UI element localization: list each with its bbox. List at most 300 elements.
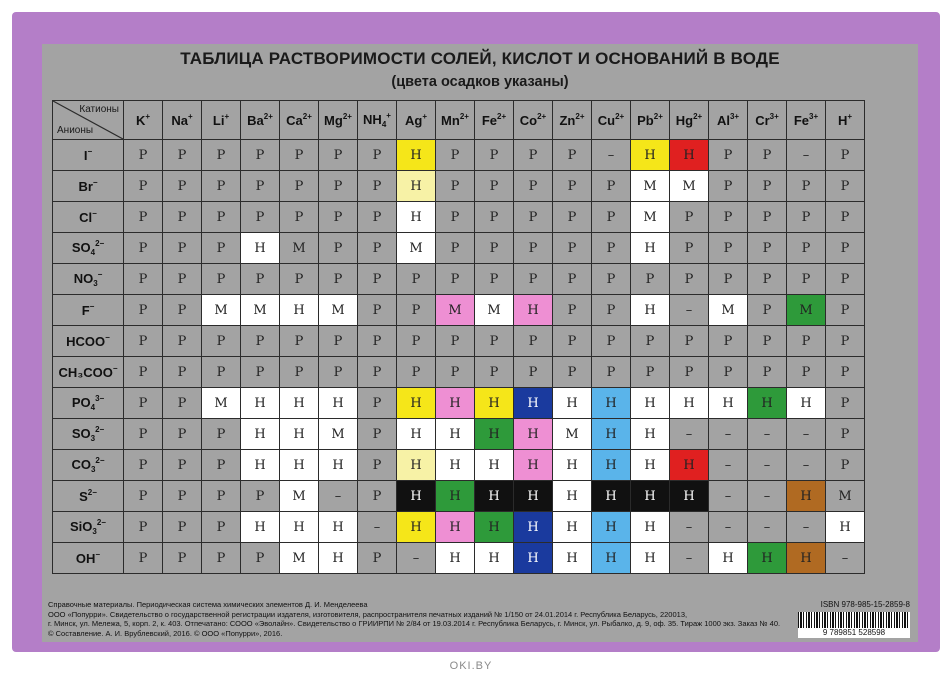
- solubility-cell: Р: [592, 264, 631, 295]
- solubility-cell: М: [787, 295, 826, 326]
- solubility-cell: Н: [280, 419, 319, 450]
- solubility-cell: Р: [436, 233, 475, 264]
- solubility-cell: Р: [124, 295, 163, 326]
- ion-symbol: NO: [73, 271, 94, 286]
- solubility-cell: Р: [202, 512, 241, 543]
- cation-header: [319, 101, 358, 140]
- solubility-cell: Р: [436, 357, 475, 388]
- solubility-cell: Р: [592, 171, 631, 202]
- solubility-cell: Н: [553, 512, 592, 543]
- solubility-cell: Н: [670, 481, 709, 512]
- cation-header: [787, 101, 826, 140]
- ion-symbol: HCOO: [66, 334, 106, 349]
- solubility-cell: Р: [124, 357, 163, 388]
- solubility-cell: Н: [592, 419, 631, 450]
- anion-header: [53, 357, 124, 388]
- solubility-cell: Н: [631, 419, 670, 450]
- solubility-cell: Н: [397, 388, 436, 419]
- cation-formula: [213, 113, 229, 128]
- solubility-cell: –: [787, 512, 826, 543]
- ion-charge: 3+: [729, 112, 740, 121]
- solubility-cell: Н: [787, 543, 826, 574]
- solubility-cell: Р: [592, 357, 631, 388]
- anion-row: [53, 233, 865, 264]
- ion-symbol: K: [135, 113, 146, 128]
- solubility-cell: Р: [124, 264, 163, 295]
- solubility-cell: М: [280, 481, 319, 512]
- solubility-cell: Н: [436, 481, 475, 512]
- ion-symbol: Ag: [404, 113, 423, 128]
- anion-header: [53, 326, 124, 357]
- ion-symbol: Ba: [247, 113, 264, 128]
- solubility-cell: Р: [202, 171, 241, 202]
- solubility-cell: М: [319, 419, 358, 450]
- solubility-cell: Н: [475, 450, 514, 481]
- solubility-cell: Р: [826, 295, 865, 326]
- cations-label: Катионы: [79, 104, 119, 115]
- ion-symbol: Co: [519, 113, 538, 128]
- solubility-cell: Р: [202, 543, 241, 574]
- solubility-cell: Н: [397, 419, 436, 450]
- cation-formula: [717, 113, 739, 128]
- solubility-cell: Н: [280, 388, 319, 419]
- solubility-cell: М: [319, 295, 358, 326]
- cation-header: [631, 101, 670, 140]
- solubility-cell: М: [631, 202, 670, 233]
- solubility-cell: –: [748, 450, 787, 481]
- solubility-cell: –: [670, 295, 709, 326]
- anion-row: [53, 419, 865, 450]
- cation-formula: [559, 113, 584, 128]
- solubility-cell: М: [475, 295, 514, 326]
- isbn-label: ISBN 978-985-15-2859-8: [820, 600, 910, 609]
- solubility-cell: Р: [553, 357, 592, 388]
- solubility-cell: Р: [436, 264, 475, 295]
- ion-charge: −: [92, 209, 97, 218]
- solubility-cell: Р: [826, 202, 865, 233]
- ion-charge: +: [224, 112, 230, 121]
- solubility-cell: –: [397, 543, 436, 574]
- solubility-cell: Р: [241, 140, 280, 171]
- anion-formula: [66, 334, 110, 349]
- solubility-cell: Н: [748, 388, 787, 419]
- solubility-cell: Н: [319, 543, 358, 574]
- ion-symbol: SiO: [70, 519, 93, 534]
- anion-formula: [72, 240, 104, 255]
- solubility-cell: Р: [241, 171, 280, 202]
- ion-charge: −: [105, 333, 110, 342]
- solubility-cell: Р: [124, 450, 163, 481]
- cation-formula: [755, 113, 779, 128]
- solubility-cell: Н: [514, 419, 553, 450]
- cation-formula: [171, 113, 192, 128]
- ion-charge: −: [95, 550, 101, 559]
- solubility-cell: Р: [709, 264, 748, 295]
- solubility-cell: Н: [475, 543, 514, 574]
- solubility-cell: Р: [241, 202, 280, 233]
- solubility-cell: Н: [319, 388, 358, 419]
- solubility-cell: Р: [163, 326, 202, 357]
- solubility-cell: Р: [163, 512, 202, 543]
- anion-row: [53, 357, 865, 388]
- solubility-cell: Р: [748, 140, 787, 171]
- solubility-cell: Р: [826, 450, 865, 481]
- solubility-cell: Р: [592, 326, 631, 357]
- solubility-cell: Р: [397, 295, 436, 326]
- solubility-cell: Н: [592, 512, 631, 543]
- solubility-cell: Р: [514, 140, 553, 171]
- solubility-cell: Р: [241, 543, 280, 574]
- solubility-cell: Н: [436, 450, 475, 481]
- solubility-cell: Р: [475, 140, 514, 171]
- solubility-cell: Р: [358, 481, 397, 512]
- ion-charge: +: [422, 112, 427, 121]
- solubility-cell: Р: [592, 202, 631, 233]
- anion-row: [53, 326, 865, 357]
- solubility-cell: Р: [592, 295, 631, 326]
- solubility-cell: Р: [826, 326, 865, 357]
- solubility-cell: Р: [514, 264, 553, 295]
- cation-formula: [676, 113, 702, 128]
- anion-formula: [74, 271, 103, 286]
- page-title: ТАБЛИЦА РАСТВОРИМОСТИ СОЛЕЙ, КИСЛОТ И ОСНОВАНИЙ В ВОДЕ: [180, 49, 780, 68]
- solubility-cell: Р: [397, 264, 436, 295]
- solubility-cell: Р: [631, 326, 670, 357]
- ion-charge: +: [145, 112, 151, 121]
- solubility-cell: Р: [358, 357, 397, 388]
- cation-header: [124, 101, 163, 140]
- ion-charge: 3+: [809, 112, 819, 121]
- solubility-cell: Р: [475, 264, 514, 295]
- barcode-number: 9 789851 528598: [798, 628, 910, 638]
- solubility-cell: Н: [631, 543, 670, 574]
- solubility-cell: Н: [436, 419, 475, 450]
- solubility-cell: –: [787, 419, 826, 450]
- ion-charge: +: [187, 112, 193, 121]
- footer-line: © Составление. А. И. Врублевский, 2016. © ООО «Попурри», 2016.: [48, 628, 283, 638]
- solubility-cell: Р: [436, 171, 475, 202]
- cation-header: [436, 101, 475, 140]
- solubility-cell: Р: [787, 202, 826, 233]
- solubility-cell: Р: [436, 202, 475, 233]
- ion-charge: −: [97, 270, 103, 279]
- solubility-cell: Р: [280, 357, 319, 388]
- ion-charge: 2−: [95, 425, 105, 434]
- cation-header: [202, 101, 241, 140]
- solubility-cell: Р: [514, 326, 553, 357]
- solubility-cell: Р: [202, 419, 241, 450]
- solubility-cell: М: [631, 171, 670, 202]
- anion-formula: [82, 303, 95, 318]
- solubility-cell: Н: [631, 295, 670, 326]
- ion-charge: 2+: [263, 112, 273, 121]
- ion-charge: 2+: [693, 112, 703, 121]
- solubility-cell: Р: [553, 140, 592, 171]
- anion-formula: [78, 179, 97, 194]
- solubility-cell: Р: [826, 388, 865, 419]
- solubility-cell: Р: [514, 202, 553, 233]
- ion-symbol: H: [837, 113, 848, 128]
- solubility-cell: Н: [514, 388, 553, 419]
- solubility-cell: Р: [241, 326, 280, 357]
- solubility-cell: Н: [241, 450, 280, 481]
- solubility-cell: –: [709, 512, 748, 543]
- solubility-cell: Н: [241, 388, 280, 419]
- ion-subscript: 4: [90, 248, 96, 257]
- solubility-cell: Р: [475, 202, 514, 233]
- ion-symbol: Br: [78, 179, 93, 194]
- solubility-cell: –: [748, 419, 787, 450]
- footer-line: г. Минск, ул. Мележа, 5, корп. 2, к. 403. Отпечатано: СООО «Эволайн». Свидетельство о ГРИИРПИ № 2/84 от 19.03.2014 г. Республика Беларусь, г. Минск, ул. Рыбалко, д. 9, оф. 35. Тираж 1000 экз. Заказ № 40.: [48, 619, 781, 629]
- solubility-cell: Р: [826, 419, 865, 450]
- solubility-cell: Р: [514, 233, 553, 264]
- solubility-cell: Н: [280, 295, 319, 326]
- ion-symbol: Zn: [559, 113, 576, 128]
- solubility-cell: Р: [163, 171, 202, 202]
- solubility-cell: Р: [709, 171, 748, 202]
- anion-formula: [72, 426, 104, 441]
- solubility-cell: Р: [553, 233, 592, 264]
- solubility-cell: Р: [553, 171, 592, 202]
- solubility-cell: Р: [358, 419, 397, 450]
- solubility-cell: Р: [202, 326, 241, 357]
- solubility-cell: Р: [670, 233, 709, 264]
- solubility-cell: Р: [787, 264, 826, 295]
- anion-header: [53, 512, 124, 543]
- solubility-cell: Н: [592, 543, 631, 574]
- anions-label: Анионы: [57, 125, 94, 136]
- solubility-cell: Р: [670, 326, 709, 357]
- cation-formula: [637, 113, 663, 128]
- solubility-cell: Н: [436, 388, 475, 419]
- solubility-cell: Р: [358, 450, 397, 481]
- ion-charge: 2−: [95, 239, 105, 248]
- anion-formula: [58, 365, 117, 380]
- solubility-cell: Р: [319, 326, 358, 357]
- ion-symbol: Pb: [637, 113, 654, 128]
- solubility-cell: Н: [397, 202, 436, 233]
- solubility-cell: Р: [319, 357, 358, 388]
- solubility-cell: Р: [553, 326, 592, 357]
- solubility-cell: Н: [397, 140, 436, 171]
- solubility-cell: Н: [475, 388, 514, 419]
- anion-row: [53, 140, 865, 171]
- solubility-cell: Н: [514, 450, 553, 481]
- solubility-cell: Р: [553, 264, 592, 295]
- anion-header: [53, 388, 124, 419]
- cation-header: [397, 101, 436, 140]
- solubility-cell: –: [748, 512, 787, 543]
- solubility-cell: Н: [319, 512, 358, 543]
- solubility-cell: Н: [397, 481, 436, 512]
- ion-symbol: SO: [71, 426, 91, 441]
- solubility-cell: М: [553, 419, 592, 450]
- solubility-cell: Р: [358, 171, 397, 202]
- corner-header: [53, 101, 124, 140]
- solubility-cell: Р: [319, 233, 358, 264]
- cation-header: [709, 101, 748, 140]
- cation-formula: [405, 113, 427, 128]
- cation-formula: [136, 113, 150, 128]
- anion-formula: [72, 395, 104, 410]
- ion-symbol: OH: [75, 551, 96, 566]
- ion-charge: 2+: [459, 112, 469, 121]
- solubility-cell: –: [748, 481, 787, 512]
- solubility-cell: Р: [397, 357, 436, 388]
- anion-formula: [79, 210, 97, 225]
- solubility-cell: Р: [475, 357, 514, 388]
- solubility-cell: Р: [787, 326, 826, 357]
- solubility-cell: Р: [475, 233, 514, 264]
- solubility-cell: Н: [631, 450, 670, 481]
- ion-symbol: SO: [71, 240, 91, 255]
- solubility-sheet: [42, 44, 918, 642]
- solubility-cell: Р: [826, 357, 865, 388]
- solubility-cell: Н: [631, 512, 670, 543]
- footer-line: Справочные материалы. Периодическая система химических элементов Д. И. Менделеева: [48, 600, 368, 609]
- ion-symbol: F: [81, 303, 90, 318]
- solubility-cell: М: [241, 295, 280, 326]
- solubility-cell: Н: [826, 512, 865, 543]
- solubility-cell: Р: [163, 202, 202, 233]
- solubility-cell: М: [202, 388, 241, 419]
- solubility-cell: Р: [670, 202, 709, 233]
- solubility-cell: Н: [241, 233, 280, 264]
- ion-symbol: CO: [71, 457, 91, 472]
- solubility-cell: Р: [826, 140, 865, 171]
- solubility-cell: М: [436, 295, 475, 326]
- solubility-cell: Р: [163, 481, 202, 512]
- solubility-cell: Р: [358, 264, 397, 295]
- cation-header: [280, 101, 319, 140]
- solubility-cell: Р: [358, 388, 397, 419]
- solubility-cell: Н: [592, 481, 631, 512]
- ion-charge: 3+: [769, 112, 779, 121]
- solubility-cell: Р: [436, 140, 475, 171]
- solubility-cell: Р: [202, 264, 241, 295]
- anion-row: [53, 450, 865, 481]
- ion-subscript: 4: [90, 403, 96, 412]
- ion-charge: +: [386, 111, 391, 120]
- solubility-cell: Н: [514, 481, 553, 512]
- cation-header: [514, 101, 553, 140]
- solubility-cell: Н: [592, 388, 631, 419]
- ion-symbol: PO: [71, 395, 91, 410]
- anion-header: [53, 481, 124, 512]
- solubility-cell: Р: [709, 202, 748, 233]
- solubility-cell: –: [826, 543, 865, 574]
- solubility-cell: Н: [397, 171, 436, 202]
- solubility-cell: М: [202, 295, 241, 326]
- solubility-cell: –: [670, 543, 709, 574]
- solubility-table: [52, 100, 865, 574]
- solubility-cell: М: [397, 233, 436, 264]
- solubility-cell: Р: [358, 140, 397, 171]
- solubility-cell: Р: [709, 140, 748, 171]
- solubility-cell: Н: [553, 388, 592, 419]
- ion-charge: 3−: [95, 394, 105, 403]
- solubility-cell: Н: [436, 512, 475, 543]
- solubility-cell: М: [826, 481, 865, 512]
- solubility-cell: Р: [163, 450, 202, 481]
- ion-charge: 2+: [615, 112, 625, 121]
- solubility-cell: Н: [514, 543, 553, 574]
- solubility-cell: Р: [319, 202, 358, 233]
- anion-row: [53, 264, 865, 295]
- solubility-cell: Р: [241, 481, 280, 512]
- cation-header: [748, 101, 787, 140]
- cation-formula: [363, 112, 391, 127]
- solubility-cell: Р: [319, 264, 358, 295]
- solubility-cell: –: [787, 450, 826, 481]
- solubility-cell: Н: [514, 512, 553, 543]
- solubility-cell: М: [280, 233, 319, 264]
- ion-symbol: Cr: [755, 113, 770, 128]
- ion-charge: 2−: [87, 488, 97, 497]
- solubility-cell: Р: [124, 326, 163, 357]
- ion-subscript: 3: [93, 279, 98, 288]
- solubility-cell: –: [787, 140, 826, 171]
- solubility-cell: Н: [709, 543, 748, 574]
- solubility-cell: Р: [280, 140, 319, 171]
- cation-header-row: [53, 101, 865, 140]
- cation-formula: [838, 113, 852, 128]
- cation-header: [826, 101, 865, 140]
- solubility-cell: Р: [787, 357, 826, 388]
- solubility-cell: Р: [202, 233, 241, 264]
- ion-charge: −: [89, 302, 95, 311]
- solubility-cell: Р: [280, 171, 319, 202]
- anion-header: [53, 543, 124, 574]
- ion-charge: 2+: [653, 112, 663, 121]
- solubility-cell: Р: [592, 233, 631, 264]
- solubility-cell: Н: [631, 140, 670, 171]
- solubility-cell: Р: [202, 357, 241, 388]
- solubility-cell: Р: [358, 295, 397, 326]
- ion-subscript: 4: [381, 120, 387, 129]
- anion-header: [53, 171, 124, 202]
- ion-charge: 2+: [575, 112, 585, 121]
- solubility-cell: Р: [124, 202, 163, 233]
- anion-row: [53, 202, 865, 233]
- ion-symbol: Ca: [286, 113, 303, 128]
- solubility-cell: Р: [280, 264, 319, 295]
- ion-charge: 2+: [497, 112, 507, 121]
- solubility-cell: Н: [475, 481, 514, 512]
- solubility-cell: Н: [241, 419, 280, 450]
- cation-header: [475, 101, 514, 140]
- solubility-cell: Р: [124, 388, 163, 419]
- solubility-cell: –: [670, 512, 709, 543]
- solubility-cell: Р: [787, 171, 826, 202]
- anion-row: [53, 481, 865, 512]
- anion-header: [53, 295, 124, 326]
- solubility-cell: Р: [475, 326, 514, 357]
- ion-charge: 2+: [342, 112, 352, 121]
- anion-header: [53, 264, 124, 295]
- solubility-cell: Н: [631, 481, 670, 512]
- solubility-cell: Н: [553, 543, 592, 574]
- ion-charge: 2+: [302, 112, 312, 121]
- cation-formula: [794, 113, 818, 128]
- cation-formula: [482, 113, 506, 128]
- solubility-cell: Р: [124, 140, 163, 171]
- solubility-cell: Р: [358, 543, 397, 574]
- solubility-cell: Р: [202, 481, 241, 512]
- solubility-cell: Р: [436, 326, 475, 357]
- solubility-cell: Н: [319, 450, 358, 481]
- solubility-cell: Р: [124, 419, 163, 450]
